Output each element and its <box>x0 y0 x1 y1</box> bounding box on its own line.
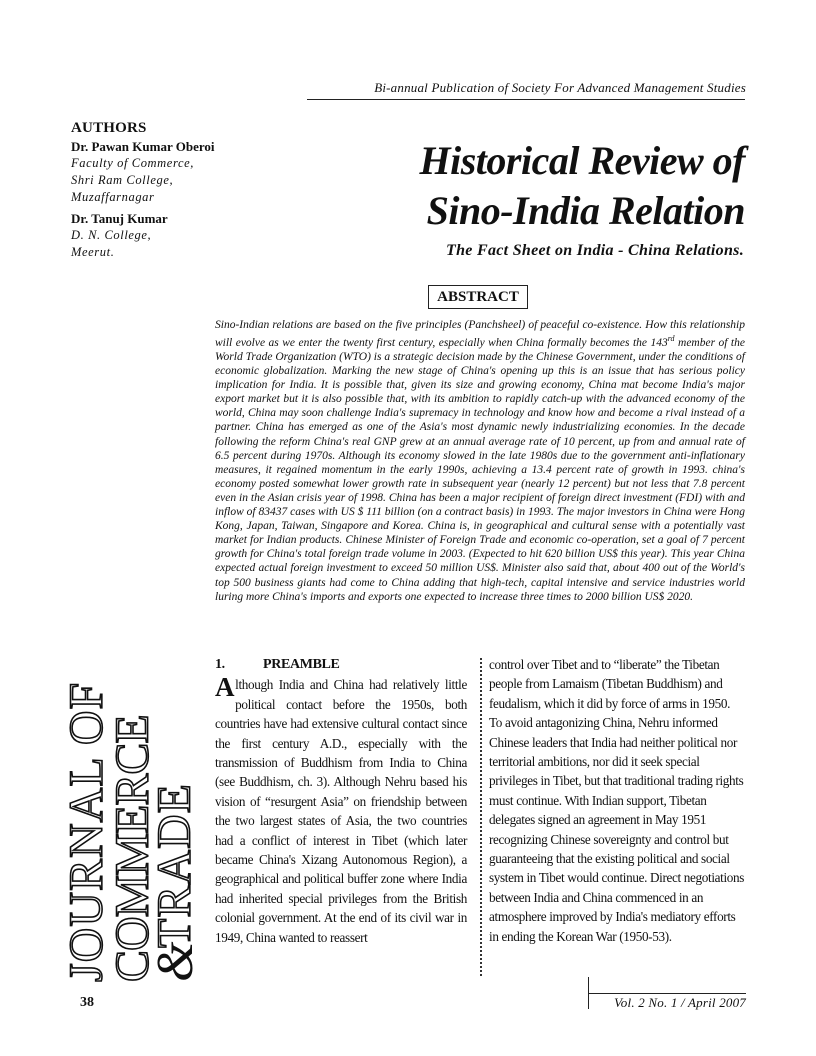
publication-header: Bi-annual Publication of Society For Advanced Management Studies <box>374 80 746 95</box>
author-2 <box>71 211 221 261</box>
spine-trade: TRADE <box>148 783 201 948</box>
author-name: Dr. Pawan Kumar Oberoi <box>71 139 215 154</box>
page-number: 38 <box>80 995 94 1010</box>
drop-cap: A <box>215 672 235 703</box>
authors-heading: AUTHORS <box>71 120 147 136</box>
author-affiliation-line: Meerut. <box>71 245 115 259</box>
authors-block <box>71 120 221 266</box>
abstract-body: Sino-Indian relations are based on the five principles (Panchsheel) of peaceful co-existence. How this relationship will evolve as we enter the twenty first century, especially when China formally becomes the 143rd member of the World Trade Organization (WTO) is a strategic decision made by the Chinese Government, under the conditions of economic globalization. Marking the new stage of China's opening up this is an issue that has serious policy implication for India. It is possible that, given its size and growing economy, China mat become India's major export market but it is also possible that, with its ambition to rapidly catch-up with the advanced economy of the world, China may soon challenge India's supremacy in technology and know how and become a rival instead of a partner. China has emerged as one of the Asia's most dynamic newly industrializing economies. In the decade following the reform China's real GNP grew at an annual average rate of 10 percent, up from and annual rate of 6.5 percent during 1970s. Although its economy slowed in the late 1980s due to the government anti-inflationary measures, it regained momentum in the early 1990s, achieving a 13.4 percent rate of growth in 1993. china's economy posted somewhat lower growth rate in subsequent year (nearly 12 percent) but not less that 7.8 percent even in the Asian crisis year of 1998. China has been a major recipient of foreign direct investment (FDI) with and inflow of 83437 cases with US $ 111 billion (on a contract basis) in 1993. The major investors in China were Hong Kong, Japan, Taiwan, Singapore and Korea. China is, in geographical and cultural sense with a potentially vast market for Indian products. Chinese Minister of Foreign Trade and economic co-operation, set a goal of 7 percent growth for China's total foreign trade volume in 2003. (Expected to hit 620 billion US$ this year). This year China expected actual foreign investment to exceed 50 million US$. Minister also said that, about 400 out of the World's top 500 business giants had come to China adding that high-tech, capital intensive and service industries world luring more China's imports and exports one expected to increase three times to 2000 billion US$ 2020. <box>215 319 745 603</box>
author-affiliation-line: Muzaffarnagar <box>71 190 155 204</box>
author-affiliation-line: Faculty of Commerce, <box>71 156 194 170</box>
body-text-left: lthough India and China had relatively little political contact before the 1950s, both countries have had extensive cultural contact since the first century A.D., especially with the transmission of Buddhism from India to China (see Buddhism, ch. 3). Although Nehru based his vision of “resurgent Asia” on friendship between the two largest states of Asia, the two countries had a conflict of interest in Tibet (which later became China's Xizang Autonomous Region), a geographical and political buffer zone where India had inherited special privileges from the British colonial government. At the end of its civil war in 1949, China wanted to reassert <box>215 677 467 945</box>
volume-info: Vol. 2 No. 1 / April 2007 <box>614 995 746 1010</box>
author-affiliation-line: D. N. College, <box>71 228 152 242</box>
body-paragraph <box>215 672 467 947</box>
body-column-left <box>215 655 467 947</box>
author-affiliation-line: Shri Ram College, <box>71 173 174 187</box>
section-title: PREAMBLE <box>263 657 340 672</box>
ordinal-suffix: rd <box>667 334 675 344</box>
spine-journal-of: JOURNAL OF <box>60 681 113 982</box>
column-divider <box>480 658 484 976</box>
author-name: Dr. Tanuj Kumar <box>71 211 168 226</box>
abstract-heading: ABSTRACT <box>428 285 528 309</box>
journal-spine-svg <box>58 630 204 985</box>
article-title-line-1: Historical Review of <box>419 138 745 183</box>
section-number: 1. <box>215 657 225 672</box>
section-heading <box>215 655 467 674</box>
footer-rule <box>588 993 746 994</box>
header-rule <box>307 99 745 100</box>
spine-commerce: COMMERCE <box>106 715 159 982</box>
spine-ampersand: & <box>147 941 204 982</box>
journal-spine-logo <box>58 630 204 985</box>
author-1 <box>71 139 221 206</box>
article-title-line-2: Sino-India Relation <box>426 188 745 233</box>
body-column-right: control over Tibet and to “liberate” the Tibetan people from Lamaism (Tibetan Buddhism) and feudalism, which it did by force of arms in 1950. To avoid antagonizing China, Nehru informed Chinese leaders that India had neither political nor territorial ambitions, nor did it seek special privileges in Tibet, but that traditional trading rights must continue. With Indian support, Tibetan delegates signed an agreement in May 1951 recognizing Chinese sovereignty and control but guaranteeing that the existing political and social system in Tibet would continue. Direct negotiations between India and China commenced in an atmosphere improved by India's mediatory efforts in ending the Korean War (1950-53). <box>489 657 745 944</box>
article-subtitle: The Fact Sheet on India - China Relations. <box>446 242 744 259</box>
article-title <box>305 136 745 236</box>
